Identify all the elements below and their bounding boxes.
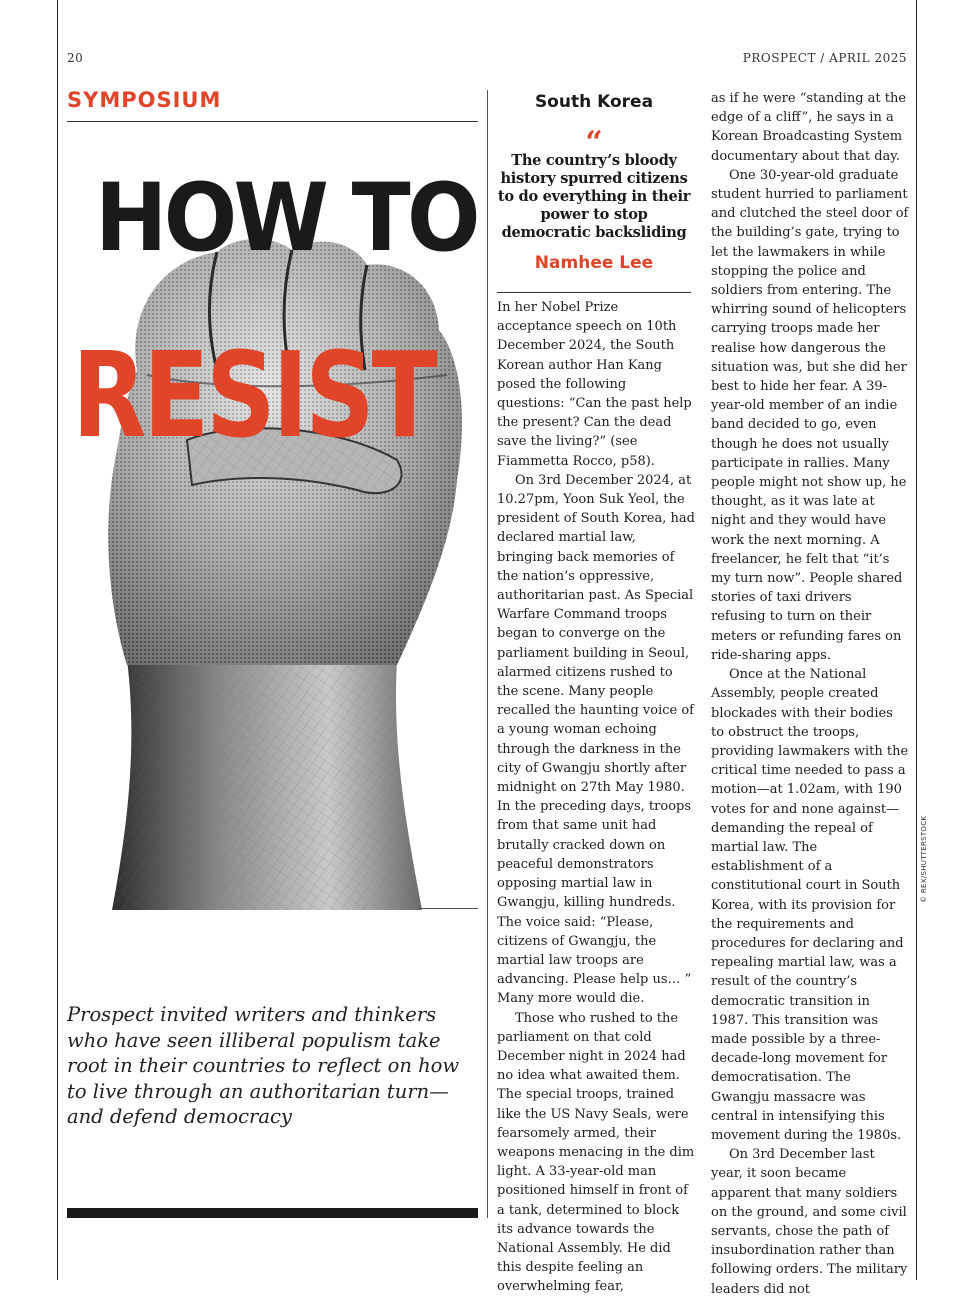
- headline-resist: RESIST: [72, 326, 435, 464]
- page-frame-left: [57, 0, 58, 1280]
- body-paragraph: as if he were “standing at the edge of a cliff”, he says in a Korean Broadcasting System documentary about that day.: [711, 91, 907, 164]
- section-rule: [67, 121, 478, 122]
- body-paragraph: On 3rd December 2024, at 10.27pm, Yoon Suk Yeol, the president of South Korea, had declared martial law, bringing back memories of the nation’s oppressive, authoritarian past. As Special Warfare Command troops began to converge on the parliament building in Seoul, alarmed citizens rushed to the scene. Many people recalled the haunting voice of a young woman echoing through the darkness in the city of Gwangju shortly after midnight on 27th May 1980. In the preceding days, troops from that same unit had brutally cracked down on peaceful demonstrators opposing martial law in Gwangju, killing hundreds. The voice said: “Please, citizens of Gwangju, the martial law troops are advancing. Please help us… ” Many more would die.: [497, 472, 695, 1007]
- column-divider: [487, 90, 488, 1218]
- country-heading: South Korea: [534, 92, 654, 112]
- body-paragraph: In her Nobel Prize acceptance speech on 10th December 2024, the South Korean author Han Kang posed the following questions: “Can the past help the present? Can the dead save the living?” (see Fiammetta Rocco, p58).: [497, 300, 692, 469]
- body-paragraph: Those who rushed to the parliament on that cold December night in 2024 had no idea what awaited them. The special troops, trained like the US Navy Seals, were fearsomely armed, their weapons menacing in the dim light. A 33-year-old man positioned himself in front of a tank, determined to block its advance towards the National Assembly. He did this despite feeling an overwhelming fear,: [497, 1010, 695, 1295]
- quote-mark-icon: “: [585, 125, 603, 160]
- page-number: 20: [67, 51, 84, 65]
- pull-quote: The country’s bloody history spurred citizens to do everything in their power to stop democratic backsliding: [497, 152, 691, 241]
- page-frame-right: [916, 0, 917, 1280]
- body-paragraph: One 30-year-old graduate student hurried to parliament and clutched the steel door of the building’s gate, trying to let the lawmakers in while stopping the police and soldiers from entering. The whirring sound of helicopters carrying troops made her realise how dangerous the situation was, but she did her best to hide her fear. A 39-year-old member of an indie band decided to go, even though he does not usually participate in rallies. Many people might not show up, he thought, as it was late at night and they would have work the next morning. A freelancer, he felt that “it’s my turn now”. People shared stories of taxi drivers refusing to turn on their meters or refunding fares on ride-sharing apps.: [711, 167, 909, 663]
- running-header: PROSPECT / APRIL 2025: [742, 51, 907, 65]
- standfirst: Prospect invited writers and thinkers who have seen illiberal populism take root in their countries to reflect on how to live through an authoritarian turn—and defend democracy: [67, 1003, 460, 1128]
- headline-how-to: HOW TO: [95, 164, 477, 273]
- body-column-right: [711, 89, 909, 1299]
- author-byline: Namhee Lee: [534, 253, 654, 273]
- byline-rule: [497, 292, 691, 293]
- image-edge-rule: [418, 908, 478, 909]
- body-paragraph: Once at the National Assembly, people created blockades with their bodies to obstruct the troops, providing lawmakers with the critical time needed to pass a motion—at 1.02am, with 190 votes for and none against—demanding the repeal of martial law. The establishment of a constitutional court in South Korea, with its provision for the requirements and procedures for declaring and repealing martial law, was a result of the country’s democratic transition in 1987. This transition was made possible by a three-decade-long movement for democratisation. The Gwangju massacre was central in intensifying this movement during the 1980s.: [711, 667, 909, 1143]
- body-column-middle: [497, 298, 695, 1297]
- body-paragraph: On 3rd December last year, it soon became apparent that many soldiers on the ground, and some civil servants, chose the path of insubordination rather than following orders. The military leaders did not: [711, 1147, 908, 1297]
- section-label: SYMPOSIUM: [67, 88, 222, 112]
- footer-bar: [67, 1208, 478, 1218]
- image-credit: © REX/SHUTTERSTOCK: [920, 815, 928, 903]
